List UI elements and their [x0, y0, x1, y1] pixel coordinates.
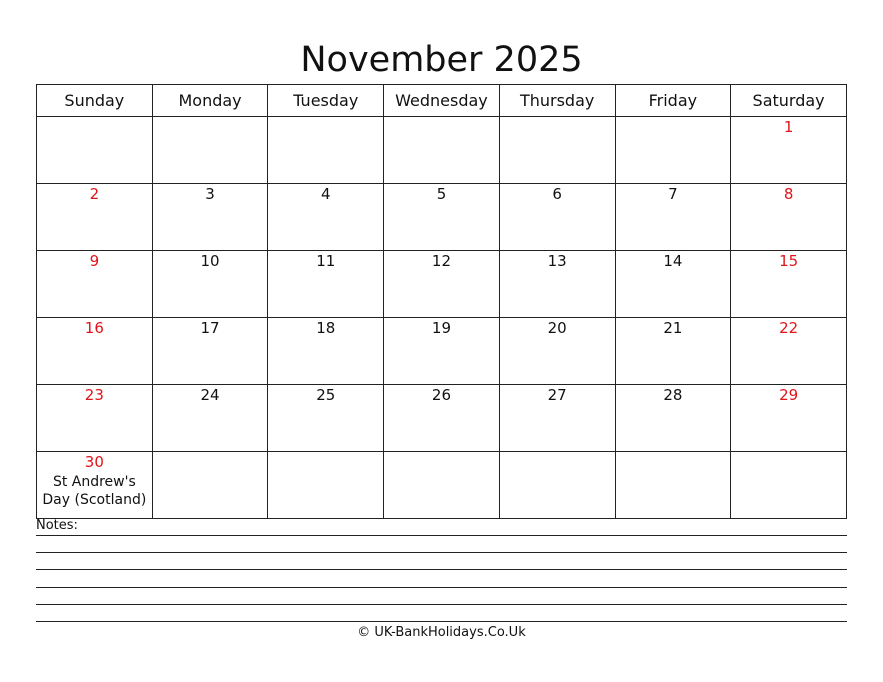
day-cell [615, 385, 731, 452]
day-cell [152, 184, 268, 251]
day-number: 1 [783, 118, 794, 136]
day-cell [731, 251, 847, 318]
day-cell [268, 385, 384, 452]
day-cell [152, 452, 268, 519]
notes-label: Notes: [36, 518, 78, 533]
day-cell [499, 184, 615, 251]
day-number: 24 [200, 386, 220, 404]
day-number: 29 [779, 386, 799, 404]
day-cell [384, 117, 500, 184]
day-cell [384, 318, 500, 385]
day-cell [37, 385, 153, 452]
day-number: 18 [316, 319, 336, 337]
note-line [36, 621, 847, 622]
day-cell [37, 452, 153, 519]
week-row [37, 117, 847, 184]
day-number: 15 [779, 252, 799, 270]
day-cell [268, 251, 384, 318]
week-row [37, 452, 847, 519]
day-cell [499, 318, 615, 385]
day-number: 11 [316, 252, 336, 270]
day-cell [268, 318, 384, 385]
day-cell [499, 251, 615, 318]
day-cell [615, 117, 731, 184]
day-cell [152, 117, 268, 184]
day-number: 13 [547, 252, 567, 270]
weekday-header: Saturday [731, 85, 847, 117]
day-cell [731, 184, 847, 251]
day-number: 12 [431, 252, 451, 270]
day-cell [268, 452, 384, 519]
day-cell [615, 184, 731, 251]
weekday-header: Friday [615, 85, 731, 117]
week-row [37, 385, 847, 452]
day-cell [384, 251, 500, 318]
day-cell [152, 251, 268, 318]
calendar-grid [36, 84, 847, 519]
day-cell [37, 251, 153, 318]
day-cell [499, 452, 615, 519]
week-row [37, 184, 847, 251]
day-number: 16 [84, 319, 104, 337]
day-number: 6 [552, 185, 562, 203]
note-line [36, 587, 847, 588]
day-number: 21 [663, 319, 683, 337]
page-title: November 2025 [300, 40, 583, 80]
day-number: 30 [84, 453, 104, 471]
day-number: 17 [200, 319, 220, 337]
day-number: 19 [431, 319, 451, 337]
day-cell [384, 184, 500, 251]
day-number: 4 [320, 185, 331, 203]
day-number: 26 [431, 386, 451, 404]
day-number: 5 [436, 185, 447, 203]
day-number: 28 [663, 386, 683, 404]
day-number: 3 [205, 185, 215, 203]
day-number: 14 [663, 252, 683, 270]
weekday-header-row [37, 85, 847, 117]
note-line [36, 604, 847, 605]
day-cell [152, 385, 268, 452]
day-cell [615, 452, 731, 519]
week-row [37, 318, 847, 385]
day-cell [268, 117, 384, 184]
day-number: 2 [89, 185, 100, 203]
footer-copyright: © UK-BankHolidays.Co.Uk [357, 625, 526, 640]
weekday-header: Thursday [499, 85, 615, 117]
day-number: 25 [316, 386, 336, 404]
weekday-header: Monday [152, 85, 268, 117]
day-cell [268, 184, 384, 251]
note-line [36, 535, 847, 536]
day-cell [615, 251, 731, 318]
day-cell [731, 385, 847, 452]
holiday-label: St Andrew's Day (Scotland) [42, 474, 147, 508]
day-number: 27 [547, 386, 567, 404]
day-number: 7 [668, 185, 678, 203]
weekday-header: Wednesday [384, 85, 500, 117]
day-cell [37, 184, 153, 251]
day-cell [384, 385, 500, 452]
day-cell [37, 318, 153, 385]
day-cell [731, 318, 847, 385]
day-cell [37, 117, 153, 184]
day-number: 20 [547, 319, 567, 337]
day-cell [615, 318, 731, 385]
day-number: 22 [779, 319, 799, 337]
week-row [37, 251, 847, 318]
day-cell [731, 452, 847, 519]
day-number: 10 [200, 252, 220, 270]
weekday-header: Tuesday [268, 85, 384, 117]
day-number: 23 [84, 386, 104, 404]
weekday-header: Sunday [37, 85, 153, 117]
day-cell [499, 117, 615, 184]
day-cell [152, 318, 268, 385]
day-cell [499, 385, 615, 452]
note-line [36, 552, 847, 553]
day-number: 8 [783, 185, 794, 203]
day-cell [731, 117, 847, 184]
day-number: 9 [89, 252, 100, 270]
note-line [36, 569, 847, 570]
day-cell [384, 452, 500, 519]
